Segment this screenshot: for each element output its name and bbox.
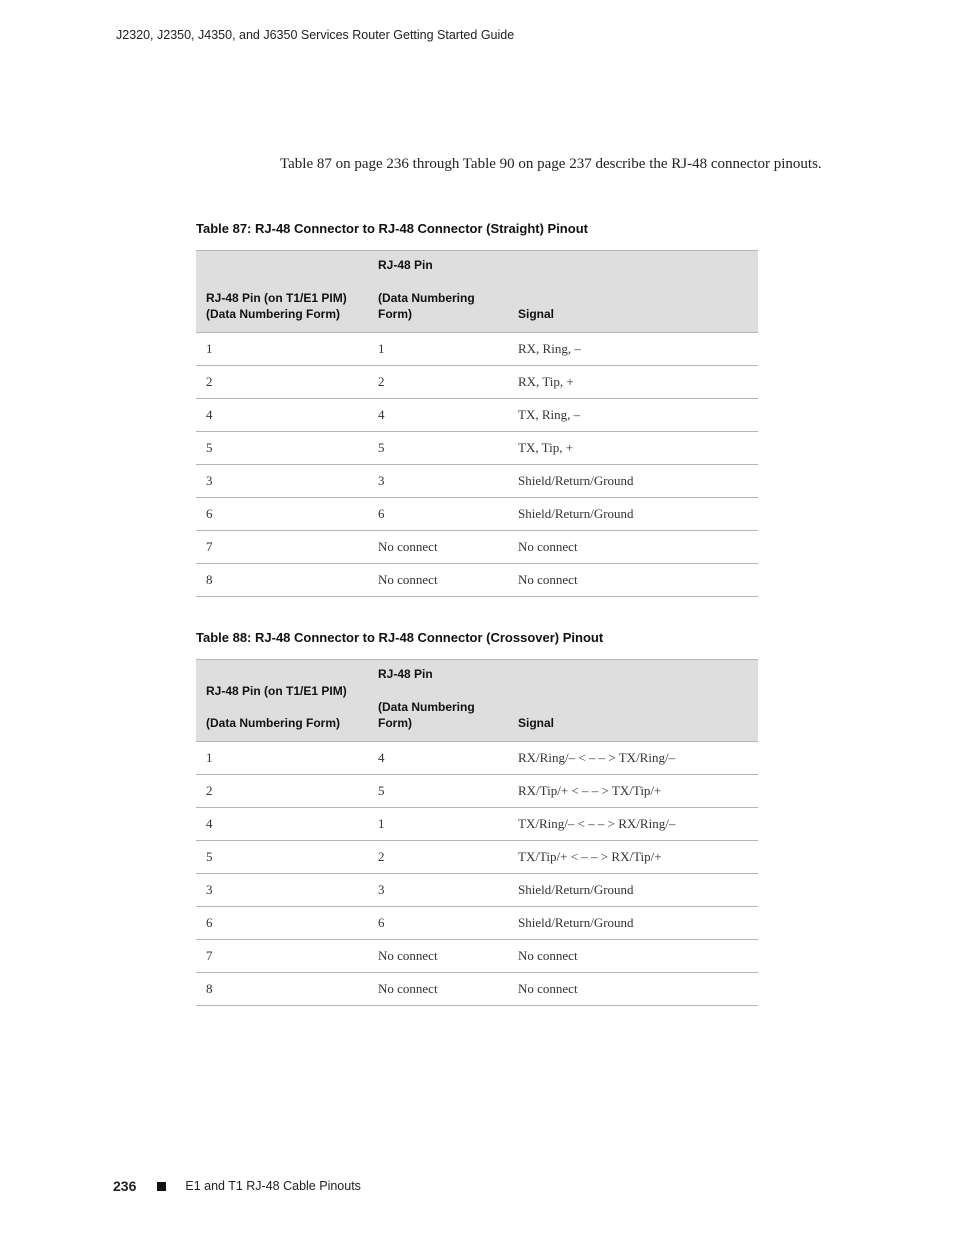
table-row xyxy=(196,564,758,597)
signal-cell: No connect xyxy=(508,973,758,1006)
signal-cell: TX, Tip, + xyxy=(508,432,758,465)
table-row xyxy=(196,498,758,531)
pin-cell: 3 xyxy=(368,874,508,907)
signal-cell: Shield/Return/Ground xyxy=(508,907,758,940)
running-header: J2320, J2350, J4350, and J6350 Services Router Getting Started Guide xyxy=(116,28,515,42)
pin-pim-cell: 6 xyxy=(196,907,368,940)
table-header-row xyxy=(196,251,758,333)
pin-pim-cell: 2 xyxy=(196,366,368,399)
pin-cell: No connect xyxy=(368,531,508,564)
table-row xyxy=(196,973,758,1006)
pin-pim-cell: 6 xyxy=(196,498,368,531)
table-88-title: Table 88: RJ-48 Connector to RJ-48 Connector (Crossover) Pinout xyxy=(196,630,604,645)
table-row xyxy=(196,907,758,940)
page-number: 236 xyxy=(113,1178,137,1194)
table-row xyxy=(196,808,758,841)
signal-cell: No connect xyxy=(508,940,758,973)
pin-cell: 5 xyxy=(368,432,508,465)
table-row xyxy=(196,366,758,399)
table-row xyxy=(196,465,758,498)
pin-pim-cell: 5 xyxy=(196,841,368,874)
signal-cell: No connect xyxy=(508,564,758,597)
column-header-pin-pim: RJ-48 Pin (on T1/E1 PIM) (Data Numbering Form) xyxy=(196,660,368,742)
signal-cell: Shield/Return/Ground xyxy=(508,465,758,498)
pin-pim-cell: 7 xyxy=(196,531,368,564)
pin-cell: 2 xyxy=(368,841,508,874)
pin-pim-cell: 4 xyxy=(196,399,368,432)
table-87-title: Table 87: RJ-48 Connector to RJ-48 Connector (Straight) Pinout xyxy=(196,221,588,236)
intro-paragraph: Table 87 on page 236 through Table 90 on page 237 describe the RJ-48 connector pinouts. xyxy=(280,156,822,172)
column-header-pin: RJ-48 Pin (Data Numbering Form) xyxy=(368,251,508,333)
pin-cell: No connect xyxy=(368,940,508,973)
page-footer xyxy=(113,1178,361,1194)
pin-cell: 2 xyxy=(368,366,508,399)
footer-section-title: E1 and T1 RJ-48 Cable Pinouts xyxy=(185,1179,361,1193)
column-header-signal: Signal xyxy=(508,660,758,742)
pin-pim-cell: 8 xyxy=(196,564,368,597)
table-row xyxy=(196,432,758,465)
pin-pim-cell: 7 xyxy=(196,940,368,973)
pin-pim-cell: 4 xyxy=(196,808,368,841)
table-row xyxy=(196,940,758,973)
table-row xyxy=(196,333,758,366)
signal-cell: Shield/Return/Ground xyxy=(508,498,758,531)
column-header-pin: RJ-48 Pin (Data Numbering Form) xyxy=(368,660,508,742)
pin-cell: 4 xyxy=(368,399,508,432)
table-row xyxy=(196,841,758,874)
signal-cell: TX, Ring, – xyxy=(508,399,758,432)
pin-cell: 1 xyxy=(368,808,508,841)
signal-cell: RX, Tip, + xyxy=(508,366,758,399)
pin-cell: No connect xyxy=(368,564,508,597)
signal-cell: TX/Tip/+ < – – > RX/Tip/+ xyxy=(508,841,758,874)
signal-cell: RX/Ring/– < – – > TX/Ring/– xyxy=(508,742,758,775)
column-header-pin-pim: RJ-48 Pin (on T1/E1 PIM) (Data Numbering Form) xyxy=(196,251,368,333)
pin-cell: 1 xyxy=(368,333,508,366)
pin-cell: 3 xyxy=(368,465,508,498)
signal-cell: RX, Ring, – xyxy=(508,333,758,366)
pin-pim-cell: 1 xyxy=(196,742,368,775)
square-icon xyxy=(157,1182,166,1191)
pin-cell: 5 xyxy=(368,775,508,808)
table-87 xyxy=(196,250,758,597)
pin-pim-cell: 3 xyxy=(196,874,368,907)
signal-cell: TX/Ring/– < – – > RX/Ring/– xyxy=(508,808,758,841)
column-header-signal: Signal xyxy=(508,251,758,333)
signal-cell: Shield/Return/Ground xyxy=(508,874,758,907)
pin-pim-cell: 1 xyxy=(196,333,368,366)
pin-pim-cell: 8 xyxy=(196,973,368,1006)
pin-cell: No connect xyxy=(368,973,508,1006)
pin-cell: 4 xyxy=(368,742,508,775)
table-row xyxy=(196,775,758,808)
pin-cell: 6 xyxy=(368,907,508,940)
table-88 xyxy=(196,659,758,1006)
pin-pim-cell: 5 xyxy=(196,432,368,465)
table-row xyxy=(196,874,758,907)
pin-pim-cell: 3 xyxy=(196,465,368,498)
signal-cell: RX/Tip/+ < – – > TX/Tip/+ xyxy=(508,775,758,808)
table-row xyxy=(196,742,758,775)
table-row xyxy=(196,531,758,564)
pin-pim-cell: 2 xyxy=(196,775,368,808)
signal-cell: No connect xyxy=(508,531,758,564)
table-row xyxy=(196,399,758,432)
table-header-row xyxy=(196,660,758,742)
pin-cell: 6 xyxy=(368,498,508,531)
